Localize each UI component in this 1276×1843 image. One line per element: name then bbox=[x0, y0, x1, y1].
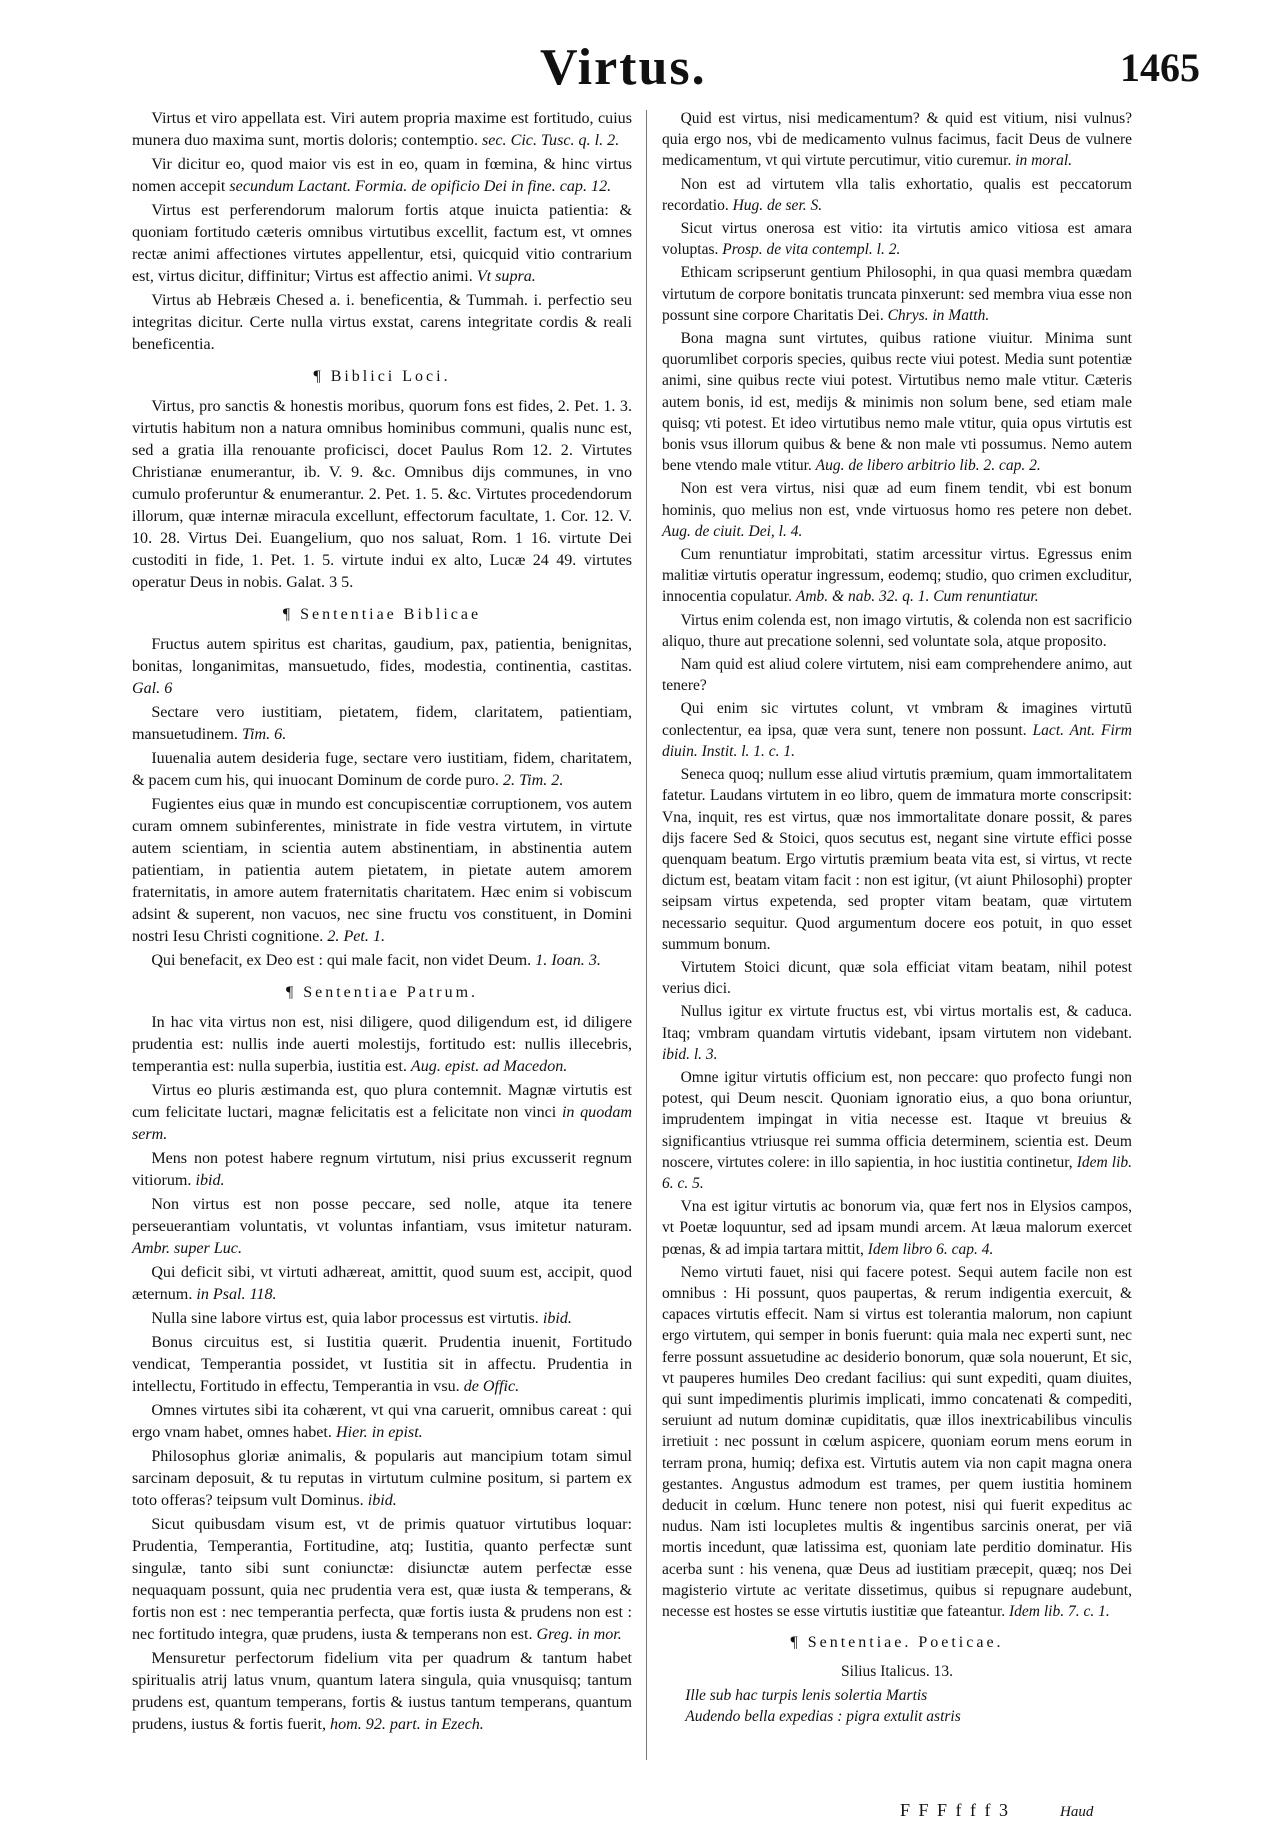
citation-reference: Idem lib. 6. c. 5. bbox=[662, 1153, 1133, 1192]
paragraph-text: Nam quid est aliud colere virtutem, nisi eam comprehendere animo, aut tenere? bbox=[662, 656, 1132, 695]
paragraph-text: Ille sub hac turpis lenis solertia Martis bbox=[685, 1686, 928, 1704]
sentence-paragraph bbox=[132, 290, 632, 356]
citation-reference: 2. Pet. 1. bbox=[327, 928, 386, 945]
sentence-paragraph bbox=[662, 957, 1132, 999]
page-number: 1465 bbox=[1120, 45, 1200, 90]
sentence-paragraph bbox=[132, 1332, 632, 1398]
citation-reference: secundum Lactant. Formia. de opificio Dei in fine. cap. 12. bbox=[229, 178, 612, 195]
citation-reference: in Psal. 118. bbox=[196, 1286, 277, 1303]
paragraph-text: Sicut quibusdam visum est, vt de primis quatuor virtutibus loquar: Prudentia, Temperantia, Fortitudine, atq; Iustitia, quanto perfectæ sunt singulæ, tanto sibi sunt coniunctæ: disiunctæ autem perfectæ esse nequaquam possunt, quia nec prudentia vera est, quæ iusta & temperans, & fortis non est : nec temperantia perfecta, quæ fortis iusta & prudens non est : nec fortitudo integra, quæ prudens, iusta & temperans non est. bbox=[132, 1516, 632, 1643]
sentence-paragraph bbox=[662, 262, 1132, 326]
citation-reference: 1. Ioan. 3. bbox=[535, 952, 601, 969]
signature-mark: F F F f f f 3 bbox=[900, 1800, 1011, 1820]
sentence-paragraph bbox=[132, 1012, 632, 1078]
paragraph-text: Audendo bella expedias : pigra extulit astris bbox=[685, 1707, 961, 1725]
paragraph-text: Qui deficit sibi, vt virtuti adhæreat, amittit, quod suum est, accipit, quod æternum. bbox=[132, 1264, 632, 1303]
citation-reference: ibid. bbox=[542, 1310, 572, 1327]
sentence-paragraph bbox=[132, 1446, 632, 1512]
paragraph-text: Omnes virtutes sibi ita cohærent, vt qui vna caruerit, omnibus careat : qui ergo vnam habet, omnes habet. bbox=[132, 1402, 632, 1441]
sentence-paragraph bbox=[132, 154, 632, 198]
citation-reference: Ambr. super Luc. bbox=[132, 1240, 242, 1257]
paragraph-text: Virtus enim colenda est, non imago virtutis, & colenda non est sacrificio aliquo, thure aut precatione solenni, sed voluntate sola, atque proposito. bbox=[662, 611, 1132, 650]
paragraph-text: Sicut virtus onerosa est vitio: ita virtutis amico vitiosa est amara voluptas. bbox=[662, 220, 1132, 259]
verse-line bbox=[685, 1685, 1132, 1706]
paragraph-text: Fructus autem spiritus est charitas, gaudium, pax, patientia, benignitas, bonitas, longanimitas, mansuetudo, fides, modestia, continentia, castitas. bbox=[132, 636, 632, 675]
catchword: Haud bbox=[1060, 1804, 1094, 1820]
citation-reference: in quodam serm. bbox=[132, 1104, 632, 1143]
sentence-paragraph bbox=[132, 1514, 632, 1646]
paragraph-text: Mens non potest habere regnum virtutum, nisi prius excusserit regnum vitiorum. bbox=[132, 1150, 632, 1189]
author-line bbox=[662, 1661, 1132, 1682]
paragraph-text: Virtus et viro appellata est. Viri autem propria maxime est fortitudo, cuius munera duo maxima sunt, mortis doloris; contemptio. bbox=[132, 110, 632, 149]
sentence-paragraph bbox=[662, 610, 1132, 652]
paragraph-text: Omne igitur virtutis officium est, non peccare: quo profecto fungi non potest, qui Deum nescit. Quoniam ignoratio eius, a quo bona oriuntur, imprudentem impingat in vitia necesse est. Itaque vt breuius & significantius vtriusque rei summa officia determinem, scientia est. Deum noscere, virtutes colere: in illo sapientia, in hoc iustitia continetur, bbox=[662, 1068, 1132, 1171]
citation-reference: Idem lib. 7. c. 1. bbox=[1008, 1603, 1110, 1621]
sentence-paragraph bbox=[662, 764, 1132, 955]
citation-reference: Prosp. de vita contempl. l. 2. bbox=[722, 241, 901, 259]
paragraph-text: Bonus circuitus est, si Iustitia quærit. Prudentia inuenit, Fortitudo vendicat, Temperantia possidet, vt Iustitia sit in affectu. Prudentia in intellectu, Fortitudo in effectu, Temperantia in vsu. bbox=[132, 1334, 632, 1395]
paragraph-text: Vna est igitur virtutis ac bonorum via, quæ fert nos in Elysios campos, vt Poetæ loquuntur, sed ad ipsam mundi arcem. At læua malorum exercet pœnas, & ad impia tartara mittit, bbox=[662, 1198, 1132, 1258]
paragraph-text: Virtus est perferendorum malorum fortis atque inuicta patientia: & quoniam fortitudo cæteris omnibus virtutibus excellit, factum est, vt omnes rectæ animi affectiones virtutes appellentur, etsi, quicquid vitio contrarium est, virtus dicitur, diffinitur; Virtus est affectio animi. bbox=[132, 202, 632, 285]
sentence-paragraph bbox=[662, 1001, 1132, 1065]
sentence-paragraph bbox=[132, 1648, 632, 1736]
paragraph-text: Bona magna sunt virtutes, quibus ratione viuitur. Minima sunt quorumlibet corporis species, quibus recte viui potest. Media sunt potentiæ animi, sine quibus recte viui potest. Virtutibus nemo male vtitur. Cæteris autem bonis, id est, medijs & minimis non solum bene, sed etiam male quisq; vti potest. Et ideo virtutibus nemo male vtitur, quia opus virtutis est bonis vsus illorum quibus & bene & non male vti possumus. Nemo autem bene vtendo male vtitur. bbox=[662, 330, 1132, 475]
paragraph-text: Sectare vero iustitiam, pietatem, fidem, claritatem, patientiam, mansuetudinem. bbox=[132, 704, 632, 743]
citation-reference: in moral. bbox=[1015, 152, 1073, 170]
sentence-paragraph bbox=[132, 748, 632, 792]
paragraph-text: Nemo virtuti fauet, nisi qui facere potest. Sequi autem facile non est omnibus : Hi possunt, quos paupertas, & rerum indigentia exercuit, & capaces virtutis effecit. Nam si virtus est tolerantia malorum, non capiunt ergo virtutem, qui semper in bonis fuerunt: quia mala nec experti sunt, nec ferre possunt assuetudine ac desiderio bonorum, quæ sola nouerunt, Et sic, vt pauperes humiles Deo credant facilius: qui sunt expediti, quam diuites, qui sunt impedimentis plurimis implicati, immo concatenati & compediti, seruiunt ad nutum dominæ cupiditatis, quæ illos inextricabilibus vinculis irretiuit : nec possunt in cœlum aspicere, quoniam eorum mens eorum in terram prona, humiq; defixa est. Virtutis autem via non capit magna onera gestantes. Angustus admodum est trames, per quem iustitia hominem deducit in cœlum. Hunc tenere non potest, nisi qui fuerit expeditus ac nudus. Nam isti locupletes multis & ingentibus sarcinis onerat, per viā mortis incedunt, quæ latissima est, quoniam late perditio dominatur. His acerba sunt : his venena, quæ Deus ad iustitiam præcepit, quæq; nos Dei magisterio virtute ac veritate dissetimus, quibus si repugnare audebunt, necesse est hostes se esse virtutis iustitiæ que fateantur. bbox=[662, 1263, 1132, 1621]
citation-reference: Aug. epist. ad Macedon. bbox=[410, 1058, 568, 1075]
paragraph-text: Silius Italicus. 13. bbox=[841, 1663, 953, 1681]
citation-reference: hom. 92. part. in Ezech. bbox=[330, 1716, 484, 1733]
citation-reference: Aug. de ciuit. Dei, l. 4. bbox=[662, 522, 803, 540]
paragraph-text: Virtus ab Hebræis Chesed a. i. beneficentia, & Tummah. i. perfectio seu integritas dicitur. Certe nulla virtus exstat, carens integritate cordis & reali beneficentia. bbox=[132, 292, 632, 353]
paragraph-text: Non virtus est non posse peccare, sed nolle, atque ita tenere perseuerantiam voluntatis, vt voluntas infantiam, vsus imitetur naturam. bbox=[132, 1196, 632, 1235]
paragraph-text: Qui enim sic virtutes colunt, vt vmbram & imagines virtutū conlectentur, ea ipsa, quæ vera sunt, tenere non possunt. bbox=[662, 700, 1132, 739]
sentence-paragraph bbox=[132, 702, 632, 746]
section-heading: ¶ Sententiae Biblicae bbox=[282, 606, 482, 623]
sentence-paragraph bbox=[132, 1308, 632, 1330]
sentence-paragraph bbox=[132, 794, 632, 948]
paragraph-text: Fugientes eius quæ in mundo est concupiscentiæ corruptionem, vos autem curam omnem subinferentes, ministrate in fide vestra virtutem, in virtute autem scientiam, in scientia autem abstinentiam, in abstinentia autem patientiam, in patientia autem pietatem, in pietate autem amorem fraternitatis, in amore autem fraternitatis charitatem. Hæc enim si vobiscum adsint & superent, non vacuos, nec sine fructu vos constituent, in Domini nostri Iesu Christi cognitione. bbox=[132, 796, 632, 945]
citation-reference: Vt supra. bbox=[476, 268, 536, 285]
paragraph-text: Philosophus gloriæ animalis, & popularis aut mancipium totam simul sarcinam deposuit, & tu reputas in virtutum culmine positum, si partem ex toto offeras? teipsum vult Dominus. bbox=[132, 1448, 632, 1509]
citation-reference: Idem libro 6. cap. 4. bbox=[867, 1240, 994, 1258]
citation-reference: Lact. Ant. Firm diuin. Instit. l. 1. c. 1. bbox=[662, 721, 1133, 760]
citation-reference: Hier. in epist. bbox=[335, 1424, 423, 1441]
sentence-paragraph bbox=[662, 1196, 1132, 1260]
paragraph-text: Nullus igitur ex virtute fructus est, vbi virtus mortalis est, & caduca. Itaq; vmbram quandam virtutis videbant, ipsam virtutem non videbant. bbox=[662, 1003, 1132, 1042]
sentence-paragraph bbox=[662, 698, 1132, 762]
paragraph-text: Non est ad virtutem vlla talis exhortatio, qualis est peccatorum recordatio. bbox=[662, 175, 1132, 214]
verse-line bbox=[685, 1706, 1132, 1727]
paragraph-text: Qui benefacit, ex Deo est : qui male facit, non videt Deum. bbox=[151, 952, 532, 969]
citation-reference: sec. Cic. Tusc. q. l. 2. bbox=[482, 132, 620, 149]
citation-reference: 2. Tim. 2. bbox=[502, 772, 564, 789]
citation-reference: Chrys. in Matth. bbox=[887, 306, 990, 324]
left-column bbox=[132, 108, 632, 1738]
sentence-paragraph bbox=[132, 1262, 632, 1306]
sentence-paragraph bbox=[662, 654, 1132, 696]
citation-reference: Aug. de libero arbitrio lib. 2. cap. 2. bbox=[815, 457, 1041, 475]
section-heading: ¶ Sententiae Patrum. bbox=[285, 984, 479, 1001]
sentence-paragraph bbox=[132, 1080, 632, 1146]
sentence-paragraph bbox=[132, 200, 632, 288]
sentence-paragraph bbox=[662, 544, 1132, 608]
sentence-paragraph bbox=[662, 174, 1132, 216]
paragraph-text: Virtus, pro sanctis & honestis moribus, quorum fons est fides, 2. Pet. 1. 3. virtutis habitum non a natura omnibus hominibus communi, qualis nunc est, sed a gratia illa renouante proficisci, docet Paulus Rom 12. 2. Virtutes Christianæ enumerantur, ib. V. 9. &c. Omnibus dijs communes, in vno cumulo proferuntur & enumerantur. 2. Pet. 1. 5. &c. Virtutes procedendorum illorum, quæ internæ miracula excellunt, effectorum facultate, 1. Cor. 12. V. 10. 28. Virtus Dei. Euangelium, quo nos saluat, Rom. 1 16. virtute Dei custoditi in fide, 1. Pet. 1. 5. virtute indui ex alto, Lucæ 24 49. virtutes operatur Deus in nobis. Galat. 3 5. bbox=[132, 398, 632, 591]
section-heading: ¶ Sententiae. Poeticae. bbox=[790, 1634, 1004, 1652]
paragraph-text: Nulla sine labore virtus est, quia labor processus est virtutis. bbox=[151, 1310, 539, 1327]
paragraph-text: Virtus eo pluris æstimanda est, quo plura contemnit. Magnæ virtutis est cum felicitate luctari, magnæ felicitatis est a felicitate non vinci bbox=[132, 1082, 632, 1121]
paragraph-text: Ethicam scripserunt gentium Philosophi, in qua quasi membra quædam virtutum de corpore bonitatis truncata pinxerunt: sed membra viua esse non possunt sine corpore Charitatis Dei. bbox=[662, 264, 1132, 324]
citation-reference: Tim. 6. bbox=[241, 726, 287, 743]
column-divider bbox=[646, 110, 647, 1760]
sentence-paragraph bbox=[132, 1194, 632, 1260]
paragraph-text: Mensuretur perfectorum fidelium vita per quadrum & tantum habet spiritualis atrij latus vnum, quantum latera singula, quia vnusquisq; tantum prudens est, quantum temperans, fortis & iustus tantum temperans, quantum prudens, iustus & fortis fuerit, bbox=[132, 1650, 632, 1733]
paragraph-text: In hac vita virtus non est, nisi diligere, quod diligendum est, id diligere prudentia est: nullis inde auerti molestijs, fortitudo est: nullis illecebris, temperantia est: nulla superbia, iustitia est. bbox=[132, 1014, 632, 1075]
paragraph-text: Vir dicitur eo, quod maior vis est in eo, quam in fœmina, & hinc virtus nomen accepit bbox=[132, 156, 632, 195]
sentence-paragraph bbox=[662, 328, 1132, 476]
right-column bbox=[662, 108, 1132, 1727]
sentence-paragraph bbox=[662, 218, 1132, 260]
sentence-paragraph bbox=[662, 108, 1132, 172]
sentence-paragraph bbox=[132, 950, 632, 972]
paragraph-text: Seneca quoq; nullum esse aliud virtutis præmium, quam immortalitatem fatetur. Laudans virtutem in eo libro, quem de immatura morte conscripsit: Vna, inquit, res est virtus, quæ nos immortalitate donare possit, & pares dijs facere Sed & Stoici, quos secutus est, negant sine virtute effici posse quenquam beatum. Ergo virtutis præmium beata vita est, si virtus, vt recte dictum est, beatam vitam facit : non est igitur, (vt aiunt Philosophi) propter seipsam virtus expetenda, sed propter vitam beatam, quæ virtutem necessario sequitur. Quod argumentum docere eos potuit, in quo esset summum bonum. bbox=[662, 766, 1132, 953]
sentence-paragraph bbox=[132, 1148, 632, 1192]
paragraph-text: Virtutem Stoici dicunt, quæ sola efficiat vitam beatam, nihil potest verius dici. bbox=[662, 958, 1132, 998]
paragraph-text: Cum renuntiatur improbitati, statim arcessitur virtus. Egressus enim malitiæ virtutis operatur ingressum, eodemq; studio, quo crimen excluditur, innocentia copulatur. bbox=[662, 546, 1132, 606]
citation-reference: Amb. & nab. 32. q. 1. Cum renuntiatur. bbox=[795, 588, 1039, 606]
paragraph-text: Non est vera virtus, nisi quæ ad eum finem tendit, vbi est bonum hominis, quo melius non est, vnde virtuosus homo res petere non debet. bbox=[662, 480, 1132, 519]
citation-reference: ibid. l. 3. bbox=[662, 1045, 718, 1063]
running-head: Virtus. bbox=[540, 39, 707, 96]
paragraph-text: Iuuenalia autem desideria fuge, sectare vero iustitiam, fidem, charitatem, & pacem cum his, qui inuocant Dominum de corde puro. bbox=[132, 750, 632, 789]
sentence-paragraph bbox=[132, 1400, 632, 1444]
paragraph-text: Quid est virtus, nisi medicamentum? & quid est vitium, nisi vulnus? quia ergo nos, vbi de medicamento vulnus facimus, facit Deus de vulnere medicamentum, vt qui virtute percutimur, vitio curemur. bbox=[662, 110, 1132, 170]
section-heading: ¶ Biblici Loci. bbox=[313, 368, 451, 385]
citation-reference: Greg. in mor. bbox=[536, 1626, 622, 1643]
sentence-paragraph bbox=[132, 108, 632, 152]
sentence-paragraph bbox=[132, 396, 632, 594]
sentence-paragraph bbox=[662, 1262, 1132, 1622]
citation-reference: Hug. de ser. S. bbox=[732, 196, 823, 214]
sentence-paragraph bbox=[132, 634, 632, 700]
sentence-paragraph bbox=[662, 1067, 1132, 1194]
citation-reference: ibid. bbox=[195, 1172, 225, 1189]
citation-reference: ibid. bbox=[367, 1492, 397, 1509]
sentence-paragraph bbox=[662, 478, 1132, 542]
citation-reference: de Offic. bbox=[463, 1378, 520, 1395]
citation-reference: Gal. 6 bbox=[132, 680, 173, 697]
page-header bbox=[0, 38, 1276, 108]
